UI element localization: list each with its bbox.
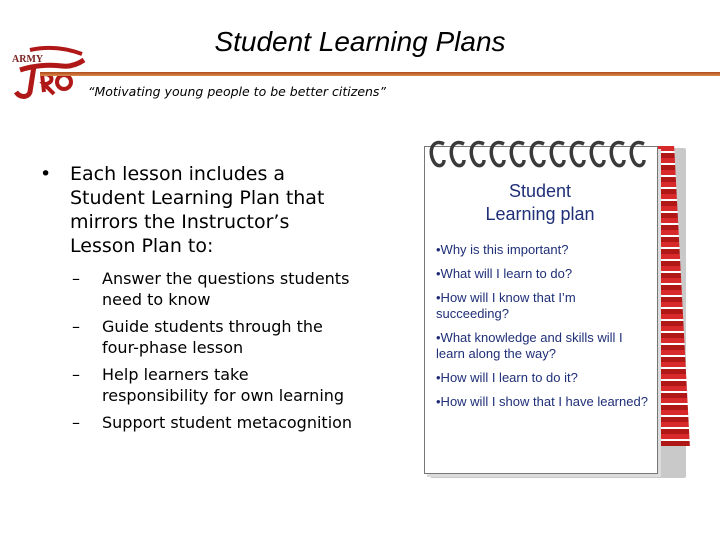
main-bullet [40,162,360,258]
notepad-question: •What will I learn to do? [436,266,573,281]
main-bullet-text: Each lesson includes a Student Learning Plan that mirrors the Instructor’s Lesson Plan to: [70,163,325,257]
notepad-question: •How will I learn to do it? [436,370,578,385]
bullet-icon: • [40,163,52,185]
notepad-question: •How will I show that I have learned? [436,394,648,409]
spiral-ring [471,143,484,166]
sub-bullet-text: Support student metacognition [102,413,353,432]
sub-bullet-text: Guide students through the four-phase lesson [102,317,323,357]
sub-bullet [72,316,360,358]
dash-icon: – [72,269,80,288]
dash-icon: – [72,413,80,432]
sub-bullet-text: Answer the questions students need to know [102,269,350,309]
spiral-ring [551,143,564,166]
sub-bullet-text: Help learners take responsibility for own learning [102,365,345,405]
notepad-heading-line2: Learning plan [485,204,595,224]
sub-bullet [72,268,360,310]
tagline: “Motivating young people to be better citizens” [88,84,386,99]
notepad-question: •How will I know that I’m succeeding? [436,290,576,321]
spiral-ring [591,143,604,166]
spiral-ring [431,143,444,166]
bullet-list [40,162,360,439]
spiral-ring [531,143,544,166]
sub-bullet-list [40,268,360,433]
notepad-heading-line1: Student [508,181,572,201]
notepad-illustration [420,136,690,486]
dash-icon: – [72,317,80,336]
spiral-ring [491,143,504,166]
header-divider [40,72,720,76]
spiral-ring [511,143,524,166]
notepad-question-list [436,242,648,418]
notepad-question: •Why is this important? [436,242,569,257]
spiral-ring [451,143,464,166]
spiral-ring [611,143,624,166]
spiral-ring [631,143,644,166]
notepad-heading [424,180,656,226]
sub-bullet [72,364,360,406]
page-title: Student Learning Plans [214,26,506,57]
dash-icon: – [72,365,80,384]
svg-text:ARMY: ARMY [12,54,44,65]
spiral-ring [571,143,584,166]
notepad-question: •What knowledge and skills will I learn along the way? [436,330,623,361]
spiral-rings-icon [424,136,656,176]
sub-bullet [72,412,360,433]
